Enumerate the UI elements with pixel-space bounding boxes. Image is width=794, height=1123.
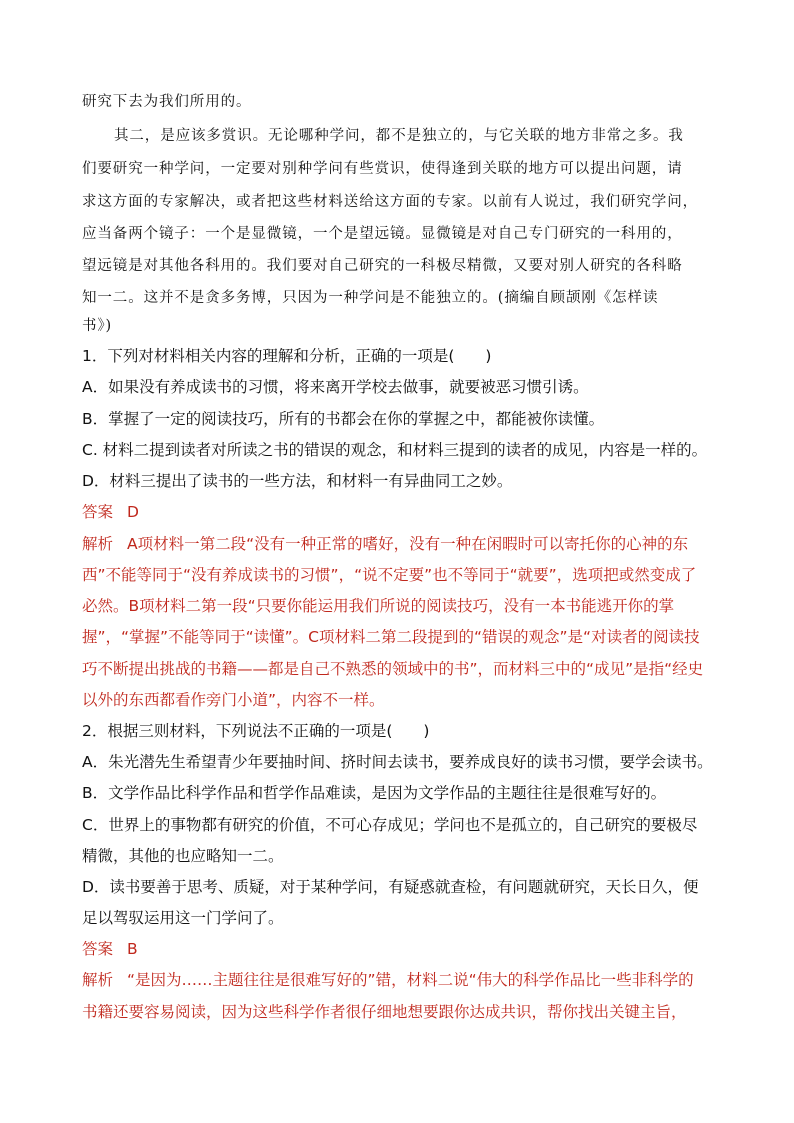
question-1-stem: 1．下列对材料相关内容的理解和分析，正确的一项是( ) — [82, 347, 492, 365]
question-1-analysis-line: 必然。B项材料二第一段“只要你能运用我们所说的阅读技巧，没有一本书能逃开你的掌 — [82, 597, 675, 615]
question-2-option-c-cont: 精微，其他的也应略知一二。 — [82, 847, 284, 865]
analysis-label: 解析 — [82, 971, 114, 989]
question-1-analysis-line — [82, 528, 714, 560]
passage-line: 研究下去为我们所用的。 — [82, 94, 252, 110]
passage-line: 们要研究一种学问，一定要对别种学问有些赏识，使得逢到关联的地方可以提出问题，请 — [82, 161, 683, 177]
analysis-text: A项材料一第二段“没有一种正常的嗜好，没有一种在闲暇时可以寄托你的心神的东 — [127, 535, 689, 553]
passage-line: 求这方面的专家解决，或者把这些材料送给这方面的专家。以前有人说过，我们研究学问， — [82, 194, 698, 210]
question-1-option-a: A．如果没有养成读书的习惯，将来离开学校去做事，就要被恶习惯引诱。 — [82, 378, 589, 396]
question-2-answer — [82, 933, 714, 965]
question-1-option-c: C. 材料二提到读者对所读之书的错误的观念，和材料三提到的读者的成见，内容是一样的。 — [82, 441, 708, 459]
passage-line: 书》) — [82, 318, 113, 334]
answer-value: B — [127, 940, 138, 958]
passage-line: 其二，是应该多赏识。无论哪种学问，都不是独立的，与它关联的地方非常之多。我 — [114, 128, 684, 144]
answer-label: 答案 — [82, 940, 114, 958]
question-2-stem: 2．根据三则材料，下列说法不正确的一项是( ) — [82, 722, 430, 740]
analysis-text: “是因为……主题往往是很难写好的”错，材料二说“伟大的科学作品比一些非科学的 — [127, 971, 694, 989]
analysis-label: 解析 — [82, 535, 114, 553]
question-2-option-d: D．读书要善于思考、质疑，对于某种学问，有疑惑就查检，有问题就研究，天长日久，便 — [82, 878, 699, 896]
answer-label: 答案 — [82, 503, 114, 521]
passage-line: 望远镜是对其他各科用的。我们要对自己研究的一科极尽精微，又要对别人研究的各科略 — [82, 258, 683, 274]
answer-value: D — [127, 503, 139, 521]
question-2-option-d-cont: 足以驾驭运用这一门学问了。 — [82, 909, 284, 927]
question-1-analysis-line: 西”不能等同于“没有养成读书的习惯”，“说不定要”也不等同于“就要”，选项把或然变成了 — [82, 566, 697, 584]
question-2-option-a: A．朱光潜先生希望青少年要抽时间、挤时间去读书，要养成良好的读书习惯，要学会读书。 — [82, 753, 713, 771]
question-1-analysis-line: 握”，“掌握”不能等同于“读懂”。C项材料二第二段提到的“错误的观念”是“对读者的阅读技 — [82, 628, 700, 646]
question-2-analysis-line — [82, 964, 714, 996]
question-1-option-b: B．掌握了一定的阅读技巧，所有的书都会在你的掌握之中，都能被你读懂。 — [82, 410, 605, 428]
question-1-analysis-line: 以外的东西都看作旁门小道”，内容不一样。 — [82, 691, 385, 709]
passage-line: 知一二。这并不是贪多务博，只因为一种学问是不能独立的。(摘编自顾颉刚《怎样读 — [82, 290, 659, 306]
question-2-option-c: C．世界上的事物都有研究的价值，不可心存成见；学问也不是孤立的，自己研究的要极尽 — [82, 816, 698, 834]
passage-line: 应当备两个镜子：一个是显微镜，一个是望远镜。显微镜是对自己专门研究的一科用的， — [82, 226, 683, 242]
question-2-option-b: B．文学作品比科学作品和哲学作品难读，是因为文学作品的主题往往是很难写好的。 — [82, 784, 667, 802]
question-1-analysis-line: 巧不断提出挑战的书籍——都是自己不熟悉的领域中的书”，而材料三中的“成见”是指“经史 — [82, 660, 704, 678]
question-2-analysis-line: 书籍还要容易阅读，因为这些科学作者很仔细地想要跟你达成共识，帮你找出关键主旨， — [82, 1003, 687, 1021]
question-1-answer — [82, 496, 714, 528]
question-1-option-d: D．材料三提出了读书的一些方法，和材料一有异曲同工之妙。 — [82, 472, 513, 490]
